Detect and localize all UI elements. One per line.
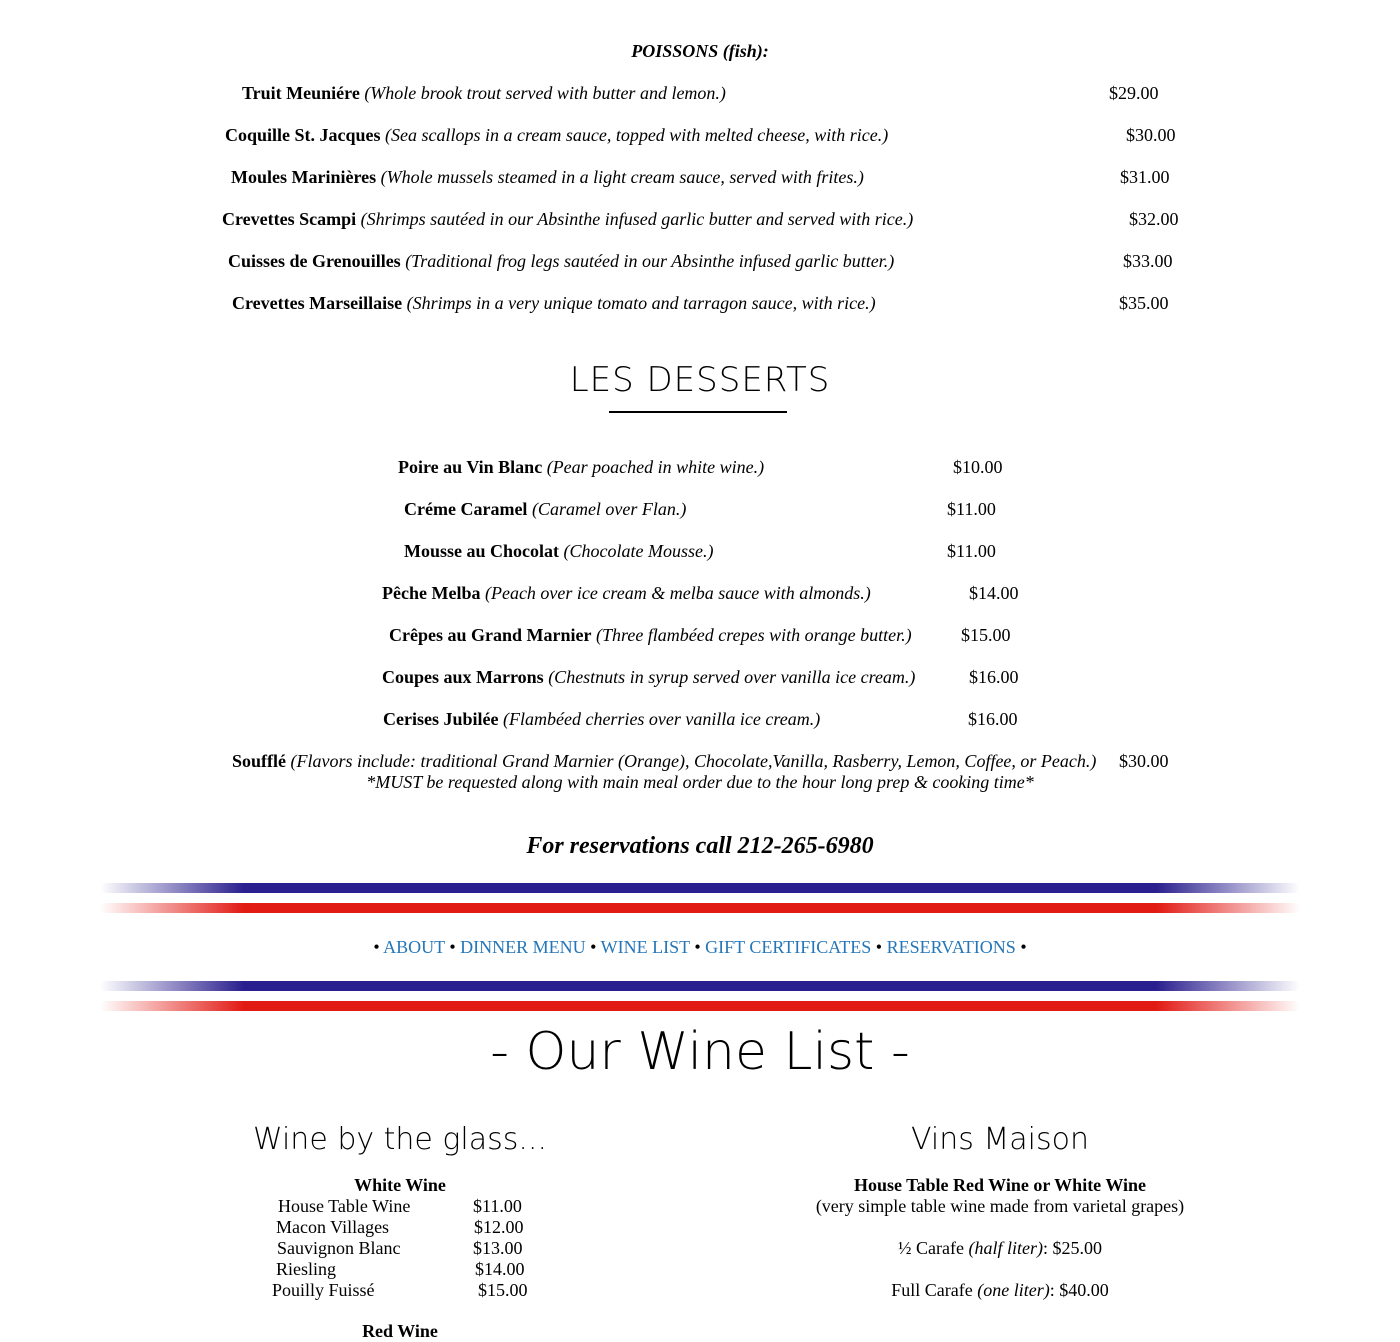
menu-item-price: $33.00 xyxy=(1123,251,1173,271)
divider-red-stripe xyxy=(100,903,1300,913)
nav-bullet: • xyxy=(590,937,597,957)
dessert-price: $16.00 xyxy=(968,709,1018,729)
dessert-item: Crêpes au Grand Marnier (Three flambéed crepes with orange butter.) xyxy=(389,625,912,645)
wine-price: $13.00 xyxy=(473,1238,523,1258)
dessert-price: $15.00 xyxy=(961,625,1011,645)
divider-blue-stripe xyxy=(100,883,1300,893)
desserts-heading: LES DESSERTS xyxy=(569,360,831,400)
half-carafe-price: ½ Carafe (half liter): $25.00 xyxy=(898,1238,1102,1258)
nav-link-dinner-menu[interactable]: DINNER MENU xyxy=(460,937,586,957)
menu-item-price: $35.00 xyxy=(1119,293,1169,313)
white-wine-heading: White Wine xyxy=(354,1175,446,1195)
vins-maison-heading: Vins Maison xyxy=(911,1122,1089,1157)
menu-item-price: $31.00 xyxy=(1120,167,1170,187)
menu-item: Moules Marinières (Whole mussels steamed in a light cream sauce, served with frites.) xyxy=(231,167,864,187)
menu-item-price: $30.00 xyxy=(1126,125,1176,145)
wine-name: Macon Villages xyxy=(276,1217,390,1237)
red-wine-heading: Red Wine xyxy=(362,1321,438,1341)
dessert-item: Coupes aux Marrons (Chestnuts in syrup served over vanilla ice cream.) xyxy=(382,667,916,687)
nav-link-wine-list[interactable]: WINE LIST xyxy=(600,937,690,957)
nav-link-gift-certificates[interactable]: GIFT CERTIFICATES xyxy=(705,937,872,957)
dessert-item: Poire au Vin Blanc (Pear poached in white wine.) xyxy=(398,457,765,477)
nav-link-reservations[interactable]: RESERVATIONS xyxy=(886,937,1016,957)
dessert-item: Cerises Jubilée (Flambéed cherries over vanilla ice cream.) xyxy=(383,709,821,729)
nav-bullet: • xyxy=(875,937,883,957)
nav-bullet: • xyxy=(1020,937,1027,957)
full-carafe-price: Full Carafe (one liter): $40.00 xyxy=(891,1280,1109,1300)
site-navigation xyxy=(0,937,1400,958)
dessert-price: $11.00 xyxy=(947,541,996,561)
dessert-price: $14.00 xyxy=(969,583,1019,603)
house-wine-note: (very simple table wine made from varietal grapes) xyxy=(815,1196,1185,1216)
wine-by-glass-heading: Wine by the glass... xyxy=(252,1122,548,1157)
nav-bullet: • xyxy=(373,937,380,957)
menu-item-price: $32.00 xyxy=(1129,209,1179,229)
menu-item-price: $29.00 xyxy=(1109,83,1159,103)
wine-list-title: - Our Wine List - xyxy=(490,1022,910,1082)
divider-red-stripe xyxy=(100,1001,1300,1011)
menu-item: Cuisses de Grenouilles (Traditional frog legs sautéed in our Absinthe infused garlic butter.) xyxy=(228,251,895,271)
desserts-heading-underline xyxy=(609,411,787,413)
dessert-item: Créme Caramel (Caramel over Flan.) xyxy=(404,499,687,519)
wine-name: Riesling xyxy=(276,1259,337,1279)
reservations-phone: For reservations call 212-265-6980 xyxy=(526,833,874,859)
dessert-price: $10.00 xyxy=(953,457,1003,477)
dessert-item: Pêche Melba (Peach over ice cream & melba sauce with almonds.) xyxy=(382,583,871,603)
wine-name: Sauvignon Blanc xyxy=(277,1238,401,1258)
menu-item: Truit Meuniére (Whole brook trout served with butter and lemon.) xyxy=(242,83,726,103)
dessert-item: Mousse au Chocolat (Chocolate Mousse.) xyxy=(404,541,714,561)
dessert-price: $16.00 xyxy=(969,667,1019,687)
menu-item: Coquille St. Jacques (Sea scallops in a cream sauce, topped with melted cheese, with rice.) xyxy=(225,125,889,145)
nav-link-about[interactable]: ABOUT xyxy=(383,937,445,957)
nav-bullet: • xyxy=(449,937,456,957)
divider-blue-stripe xyxy=(100,981,1300,991)
wine-price: $11.00 xyxy=(473,1196,522,1216)
wine-price: $14.00 xyxy=(475,1259,525,1279)
wine-price: $12.00 xyxy=(474,1217,524,1237)
wine-name: Pouilly Fuissé xyxy=(272,1280,375,1300)
souffle-note: *MUST be requested along with main meal order due to the hour long prep & cooking time* xyxy=(366,772,1034,792)
dessert-price: $11.00 xyxy=(947,499,996,519)
house-wine-subheading: House Table Red Wine or White Wine xyxy=(853,1175,1147,1195)
nav-bullet: • xyxy=(694,937,701,957)
wine-name: House Table Wine xyxy=(278,1196,411,1216)
souffle-item: Soufflé (Flavors include: traditional Grand Marnier (Orange), Chocolate,Vanilla, Rasberry, Lemon, Coffee, or Peach.) xyxy=(232,751,1097,771)
poissons-heading: POISSONS (fish): xyxy=(631,41,769,61)
wine-price: $15.00 xyxy=(478,1280,528,1300)
menu-item: Crevettes Marseillaise (Shrimps in a very unique tomato and tarragon sauce, with rice.) xyxy=(232,293,876,313)
menu-item: Crevettes Scampi (Shrimps sautéed in our Absinthe infused garlic butter and served with rice.) xyxy=(222,209,914,229)
souffle-price: $30.00 xyxy=(1119,751,1169,771)
